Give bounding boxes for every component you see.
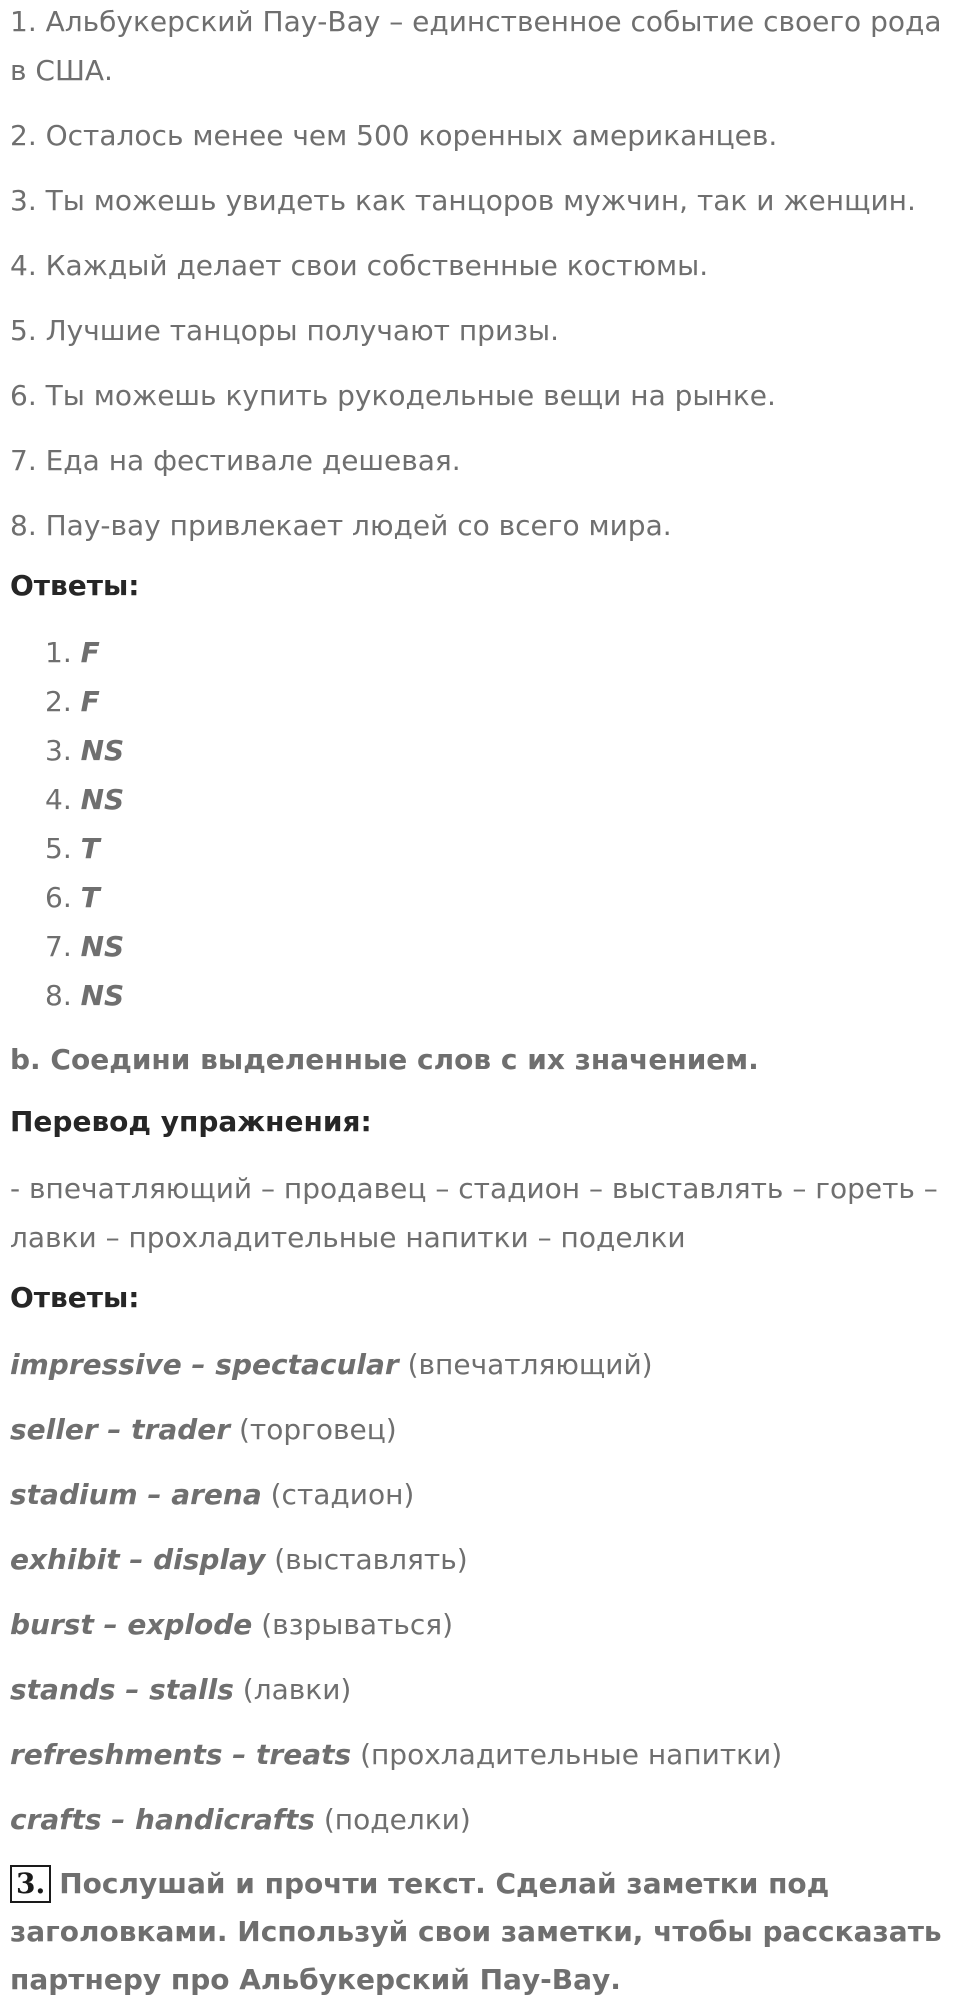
task-number-box: 3. bbox=[10, 1865, 51, 1903]
word-pair-english: stands – stalls bbox=[10, 1673, 234, 1706]
statement-2: 2. Осталось менее чем 500 коренных американцев. bbox=[10, 119, 778, 152]
word-pair bbox=[10, 1665, 950, 1714]
word-pair-russian: (торговец) bbox=[238, 1413, 397, 1446]
word-pair bbox=[10, 1535, 950, 1584]
answer-number: 2. bbox=[45, 685, 72, 718]
word-pair bbox=[10, 1405, 950, 1454]
statement-8: 8. Пау-вау привлекает людей со всего мира. bbox=[10, 509, 672, 542]
word-pair-english: exhibit – display bbox=[10, 1543, 266, 1576]
answer-item bbox=[45, 677, 950, 726]
statements-list bbox=[10, 0, 950, 550]
word-pair-russian: (впечатляющий) bbox=[407, 1348, 653, 1381]
answer-number: 5. bbox=[45, 832, 72, 865]
answer-item bbox=[45, 824, 950, 873]
answer-number: 3. bbox=[45, 734, 72, 767]
answer-number: 6. bbox=[45, 881, 72, 914]
statement-6: 6. Ты можешь купить рукодельные вещи на рынке. bbox=[10, 379, 776, 412]
task-3-text: Послушай и прочти текст. Сделай заметки под заголовками. Используй свои заметки, чтобы рассказать партнеру про Альбукерский Пау-Вау. bbox=[10, 1867, 942, 1996]
answers-heading-2: Ответы: bbox=[10, 1281, 140, 1314]
answer-value: T bbox=[80, 881, 100, 914]
translation-text: - впечатляющий – продавец – стадион – выставлять – гореть – лавки – прохладительные напитки – поделки bbox=[10, 1172, 938, 1254]
answer-item bbox=[45, 775, 950, 824]
word-pair-russian: (поделки) bbox=[323, 1803, 471, 1836]
answer-item bbox=[45, 922, 950, 971]
task-3 bbox=[10, 1860, 950, 2004]
word-pairs-list bbox=[10, 1340, 950, 1844]
word-pair-english: refreshments – treats bbox=[10, 1738, 352, 1771]
answer-number: 4. bbox=[45, 783, 72, 816]
answer-number: 1. bbox=[45, 636, 72, 669]
answer-value: NS bbox=[80, 979, 125, 1012]
word-pair bbox=[10, 1470, 950, 1519]
word-pair-russian: (взрываться) bbox=[261, 1608, 454, 1641]
answer-value: F bbox=[80, 636, 100, 669]
answer-item bbox=[45, 628, 950, 677]
answer-value: NS bbox=[80, 734, 125, 767]
answer-item bbox=[45, 726, 950, 775]
statement-1: 1. Альбукерский Пау-Вау – единственное событие своего рода в США. bbox=[10, 5, 942, 87]
answer-value: NS bbox=[80, 930, 125, 963]
answer-value: F bbox=[80, 685, 100, 718]
task-b-title: b. Соедини выделенные слов с их значением. bbox=[10, 1043, 759, 1076]
word-pair-russian: (стадион) bbox=[270, 1478, 415, 1511]
word-pair-english: impressive – spectacular bbox=[10, 1348, 399, 1381]
statement-7: 7. Еда на фестивале дешевая. bbox=[10, 444, 461, 477]
word-pair-russian: (лавки) bbox=[242, 1673, 352, 1706]
word-pair bbox=[10, 1340, 950, 1389]
answer-number: 8. bbox=[45, 979, 72, 1012]
word-pair-english: crafts – handicrafts bbox=[10, 1803, 315, 1836]
answer-value: T bbox=[80, 832, 100, 865]
statement-5: 5. Лучшие танцоры получают призы. bbox=[10, 314, 560, 347]
answer-item bbox=[45, 873, 950, 922]
word-pair-english: seller – trader bbox=[10, 1413, 231, 1446]
answer-value: NS bbox=[80, 783, 125, 816]
word-pair bbox=[10, 1730, 950, 1779]
statement-4: 4. Каждый делает свои собственные костюмы. bbox=[10, 249, 709, 282]
word-pair-russian: (прохладительные напитки) bbox=[360, 1738, 783, 1771]
word-pair-english: burst – explode bbox=[10, 1608, 253, 1641]
answer-number: 7. bbox=[45, 930, 72, 963]
translation-heading: Перевод упражнения: bbox=[10, 1105, 372, 1138]
word-pair bbox=[10, 1600, 950, 1649]
word-pair-russian: (выставлять) bbox=[274, 1543, 468, 1576]
word-pair bbox=[10, 1795, 950, 1844]
statement-3: 3. Ты можешь увидеть как танцоров мужчин, так и женщин. bbox=[10, 184, 916, 217]
answer-item bbox=[45, 971, 950, 1020]
answers-list bbox=[10, 628, 950, 1020]
answers-heading: Ответы: bbox=[10, 569, 140, 602]
word-pair-english: stadium – arena bbox=[10, 1478, 262, 1511]
